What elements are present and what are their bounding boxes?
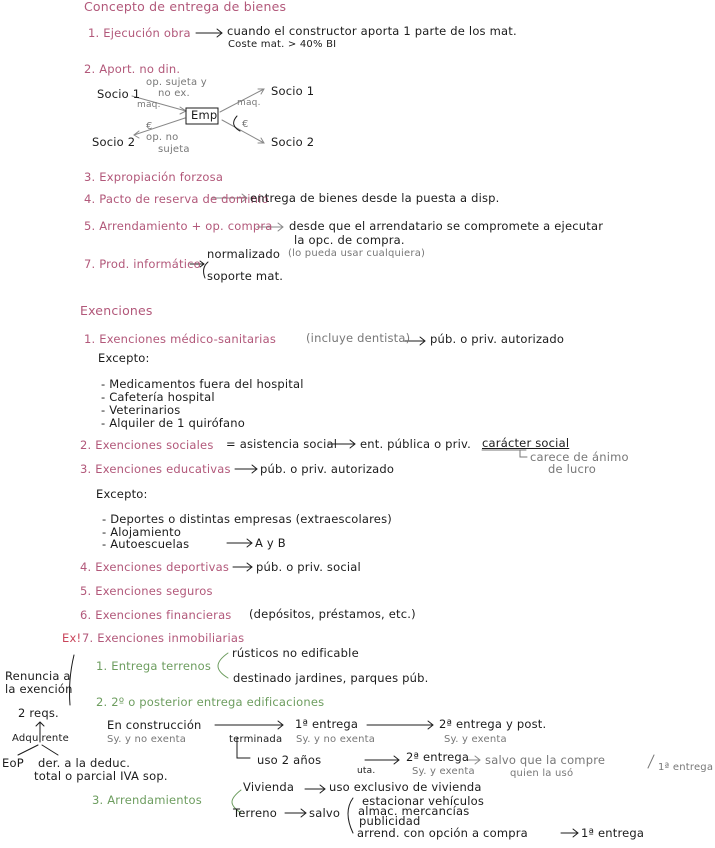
caracter-social-note-1: carece de ánimo [530, 450, 629, 464]
excepto-1: Excepto: [98, 351, 150, 365]
maq-right-label: maq. [237, 98, 261, 108]
arrendamiento-text: desde que el arrendatario se compromete a ejecutar [289, 219, 604, 233]
arrendamiento-text-2: la opc. de compra. [294, 233, 405, 247]
caracter-social-note-2: de lucro [548, 462, 596, 476]
item-expropiacion: 3. Expropiación forzosa [84, 170, 224, 184]
arrendamientos: 3. Arrendamientos [92, 793, 202, 807]
sy-no-exenta-1: Sy. y no exenta [107, 734, 187, 745]
excepto-2-item: - Deportes o distintas empresas (extraescolares) [102, 512, 392, 526]
euro-right-label: € [242, 119, 249, 130]
excepto-1-item: - Cafetería hospital [101, 390, 215, 404]
arrend-terreno: Terreno [233, 806, 277, 820]
salvo-item: publicidad [359, 814, 421, 828]
item-prod-informatico: 7. Prod. informático [84, 257, 201, 271]
salvo-item: almac. mercancías [358, 804, 470, 818]
op-no-label: op. no [146, 132, 179, 143]
excepto-1-item: - Alquiler de 1 quirófano [101, 416, 246, 430]
no-ex-label: no ex. [158, 88, 190, 99]
exencion-deportivas: 4. Exenciones deportivas [80, 560, 230, 574]
exencion-educativas: 3. Exenciones educativas [80, 462, 231, 476]
eop: EoP [2, 756, 24, 770]
arrend-uso-exclusivo: uso exclusivo de vivienda [329, 780, 482, 794]
exencion-educativas-text: púb. o priv. autorizado [260, 462, 395, 476]
segunda-entrega-edificaciones: 2. 2º o posterior entrega edificaciones [96, 695, 325, 709]
pacto-reserva-text: entrega de bienes desde la puesta a disp. [250, 191, 500, 205]
ejecucion-obra-sub: Coste mat. > 40% BI [228, 39, 337, 50]
terminada: terminada [229, 734, 283, 745]
sujeta-label: sujeta [158, 144, 190, 155]
entrega-terrenos: 1. Entrega terrenos [96, 659, 212, 673]
requisitos: 2 reqs. [18, 706, 59, 720]
renuncia-line-2: la exención [5, 682, 73, 696]
excepto-2-item: - Alojamiento [102, 525, 182, 539]
exencion-inmobiliarias: 7. Exenciones inmobiliarias [82, 631, 245, 645]
sy-exenta-1: Sy. y exenta [444, 734, 507, 745]
exencion-medico-text: púb. o priv. autorizado [430, 332, 565, 346]
emp-box-label: Emp [191, 108, 218, 122]
arrend-salvo: salvo [309, 806, 341, 820]
item-ejecucion-obra: 1. Ejecución obra [88, 26, 191, 40]
socio-1-right: Socio 1 [271, 84, 315, 98]
item-aport-no-din: 2. Aport. no din. [84, 62, 181, 76]
excepto-2-item: - Autoescuelas [102, 537, 190, 551]
salvo-item: estacionar vehículos [362, 794, 485, 808]
salvo-compre: salvo que la compre [485, 753, 606, 767]
en-construccion: En construcción [107, 718, 202, 732]
exencion-financieras-note: (depósitos, préstamos, etc.) [249, 607, 416, 621]
excepto-2: Excepto: [96, 487, 148, 501]
sy-no-exenta-2: Sy. y no exenta [296, 734, 376, 745]
uso-2-anos: uso 2 años [257, 753, 322, 767]
exencion-sociales-text: = asistencia social [226, 437, 338, 451]
salvo-item: arrend. con opción a compra [357, 826, 528, 840]
exencion-medico-note: (incluye dentista) [306, 331, 411, 345]
prod-normalizado: normalizado [207, 247, 281, 261]
item-arrendamiento-op-compra: 5. Arrendamiento + op. compra [84, 219, 273, 233]
socio-2-right: Socio 2 [271, 135, 315, 149]
primera-entrega-note: 1ª entrega [658, 762, 714, 773]
exencion-sociales-text-2: ent. pública o priv. [360, 437, 471, 451]
deduccion-line-2: total o parcial IVA sop. [34, 769, 168, 783]
exencion-medico: 1. Exenciones médico-sanitarias [84, 332, 277, 346]
deduccion-line-1: der. a la deduc. [38, 756, 131, 770]
arrend-vivienda: Vivienda [243, 780, 295, 794]
uta-label: uta. [357, 766, 376, 776]
excepto-1-item: - Veterinarios [101, 403, 181, 417]
op-sujeta-label: op. sujeta y [146, 77, 207, 88]
socio-1-left: Socio 1 [97, 87, 141, 101]
terrenos-jardines: destinado jardines, parques púb. [233, 671, 429, 685]
exencion-sociales: 2. Exenciones sociales [80, 438, 214, 452]
adquirente: Adquirente [12, 733, 69, 744]
exencion-deportivas-text: púb. o priv. social [256, 560, 361, 574]
segunda-entrega-post: 2ª entrega y post. [439, 717, 547, 731]
ex-alert: Ex! [62, 631, 82, 645]
page-title: Concepto de entrega de bienes [84, 0, 287, 14]
ejecucion-obra-text: cuando el constructor aporta 1 parte de los mat. [227, 24, 517, 38]
socio-2-left: Socio 2 [92, 135, 136, 149]
euro-left-label: € [146, 121, 153, 132]
prod-soporte: soporte mat. [207, 269, 284, 283]
autoescuelas-ab: A y B [255, 536, 286, 550]
sy-exenta-2: Sy. y exenta [412, 766, 475, 777]
caracter-social: carácter social [482, 436, 570, 450]
primera-entrega-final: 1ª entrega [581, 826, 645, 840]
renuncia-line-1: Renuncia a [5, 669, 71, 683]
terrenos-rusticos: rústicos no edificable [232, 646, 359, 660]
segunda-entrega-2: 2ª entrega [406, 750, 470, 764]
exencion-financieras: 6. Exenciones financieras [80, 608, 232, 622]
prod-normalizado-note: (lo pueda usar cualquiera) [288, 248, 426, 259]
exencion-seguros: 5. Exenciones seguros [80, 584, 213, 598]
quien-la-uso: quien la usó [510, 768, 574, 779]
excepto-1-item: - Medicamentos fuera del hospital [101, 377, 304, 391]
item-pacto-reserva: 4. Pacto de reserva de dominio [84, 192, 269, 206]
primera-entrega: 1ª entrega [295, 717, 359, 731]
maq-left-label: maq. [137, 100, 161, 110]
exenciones-heading: Exenciones [80, 303, 153, 318]
